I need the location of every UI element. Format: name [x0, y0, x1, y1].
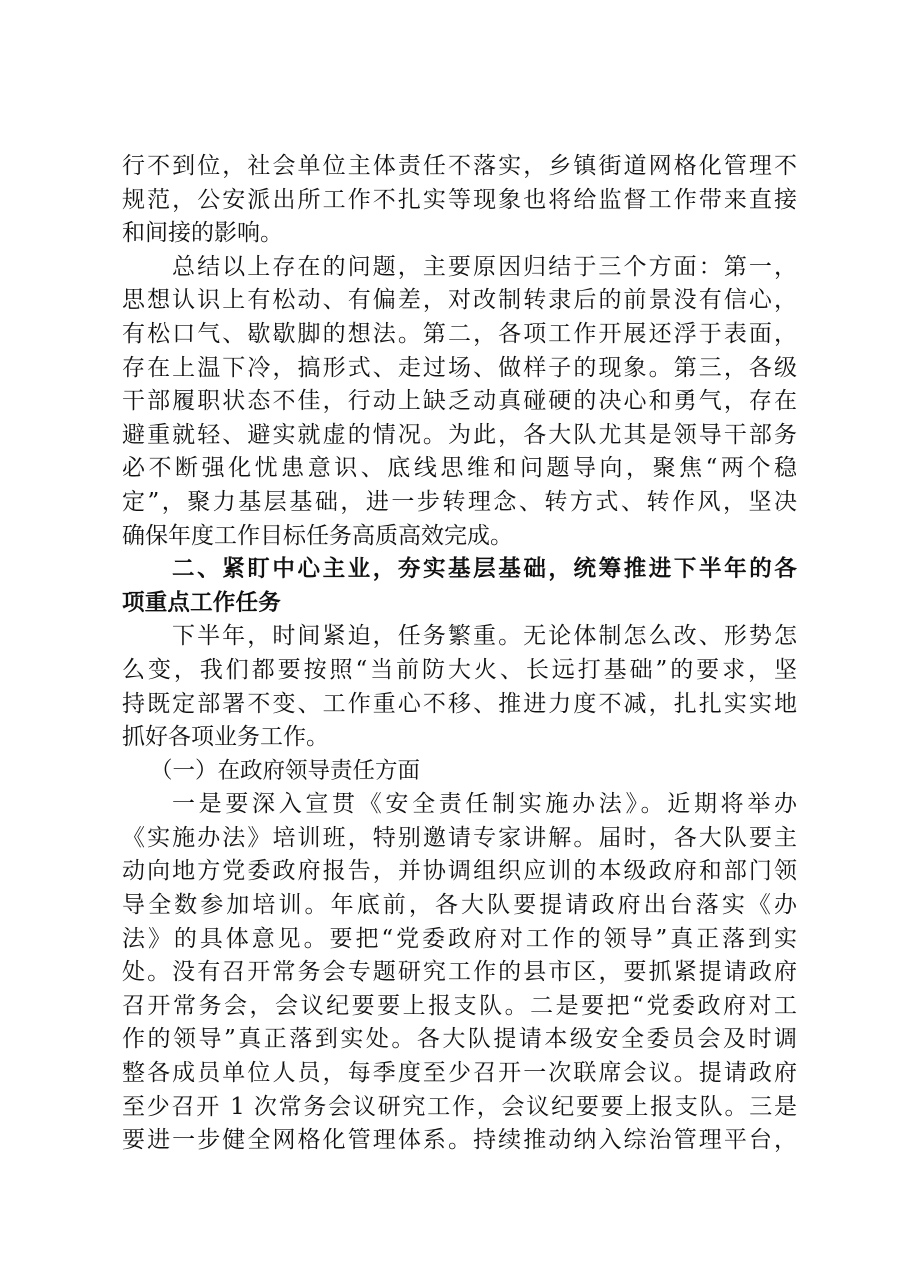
section-heading	[122, 553, 797, 620]
paragraph-line: 下半年，时间紧迫，任务繁重。无论体制怎么改、形势怎	[172, 623, 797, 650]
section-heading-line: 项重点工作任务	[122, 589, 281, 616]
paragraph-line: 干部履职状态不佳，行动上缺乏动真碰硬的决心和勇气，存在	[122, 388, 797, 415]
paragraph-line: 召开常务会，会议纪要要上报支队。二是要把“党委政府对工	[122, 992, 797, 1019]
paragraph-line: 抓好各项业务工作。	[122, 724, 329, 751]
paragraph-line: 持既定部署不变、工作重心不移、推进力度不减，扎扎实实地	[122, 690, 797, 717]
paragraph-line: 要进一步健全网格化管理体系。持续推动纳入综治管理平台，	[122, 1127, 797, 1154]
paragraph-line: 存在上温下冷，搞形式、走过场、做样子的现象。第三，各级	[122, 354, 797, 381]
paragraph	[122, 150, 797, 251]
document-body	[122, 150, 797, 1158]
paragraph-line: 必不断强化忧患意识、底线思维和问题导向，聚焦“两个稳	[122, 455, 797, 482]
subsection-heading-text: （一）在政府领导责任方面	[150, 757, 421, 784]
paragraph-line: 法》的具体意见。要把“党委政府对工作的领导”真正落到实	[122, 925, 797, 952]
paragraph-line: 至少召开 1 次常务会议研究工作，会议纪要要上报支队。三是	[122, 1093, 797, 1120]
paragraph-line: 行不到位，社会单位主体责任不落实，乡镇街道网格化管理不	[122, 153, 797, 179]
paragraph-line: 避重就轻、避实就虚的情况。为此，各大队尤其是领导干部务	[122, 421, 797, 448]
paragraph-line: 整各成员单位人员，每季度至少召开一次联席会议。提请政府	[122, 1060, 797, 1087]
paragraph-line: 作的领导”真正落到实处。各大队提请本级安全委员会及时调	[122, 1026, 797, 1053]
paragraph-line: 处。没有召开常务会专题研究工作的县市区，要抓紧提请政府	[122, 959, 797, 986]
paragraph-line: 《实施办法》培训班，特别邀请专家讲解。届时，各大队要主	[122, 824, 797, 851]
section-heading-line: 二、紧盯中心主业，夯实基层基础，统筹推进下半年的各	[172, 556, 797, 583]
paragraph-line: 思想认识上有松动、有偏差，对改制转隶后的前景没有信心，	[122, 287, 797, 314]
paragraph-line: 定”，聚力基层基础，进一步转理念、转方式、转作风，坚决	[122, 488, 797, 515]
paragraph-line: 导全数参加培训。年底前，各大队要提请政府出台落实《办	[122, 892, 797, 919]
paragraph-line: 动向地方党委政府报告，并协调组织应训的本级政府和部门领	[122, 858, 797, 885]
paragraph-line: 一是要深入宣贯《安全责任制实施办法》。近期将举办	[172, 791, 797, 818]
paragraph-line: 和间接的影响。	[122, 220, 283, 247]
paragraph	[122, 251, 797, 553]
paragraph	[122, 788, 797, 1158]
paragraph-line: 有松口气、歇歇脚的想法。第二，各项工作开展还浮于表面，	[122, 320, 797, 347]
subsection-heading	[122, 755, 797, 789]
paragraph-line: 总结以上存在的问题，主要原因归结于三个方面：第一，	[172, 253, 797, 280]
paragraph-line: 规范，公安派出所工作不扎实等现象也将给监督工作带来直接	[122, 186, 797, 213]
paragraph-line: 么变，我们都要按照“当前防大火、长远打基础”的要求，坚	[122, 656, 797, 683]
paragraph-line: 确保年度工作目标任务高质高效完成。	[122, 522, 513, 549]
paragraph	[122, 620, 797, 754]
